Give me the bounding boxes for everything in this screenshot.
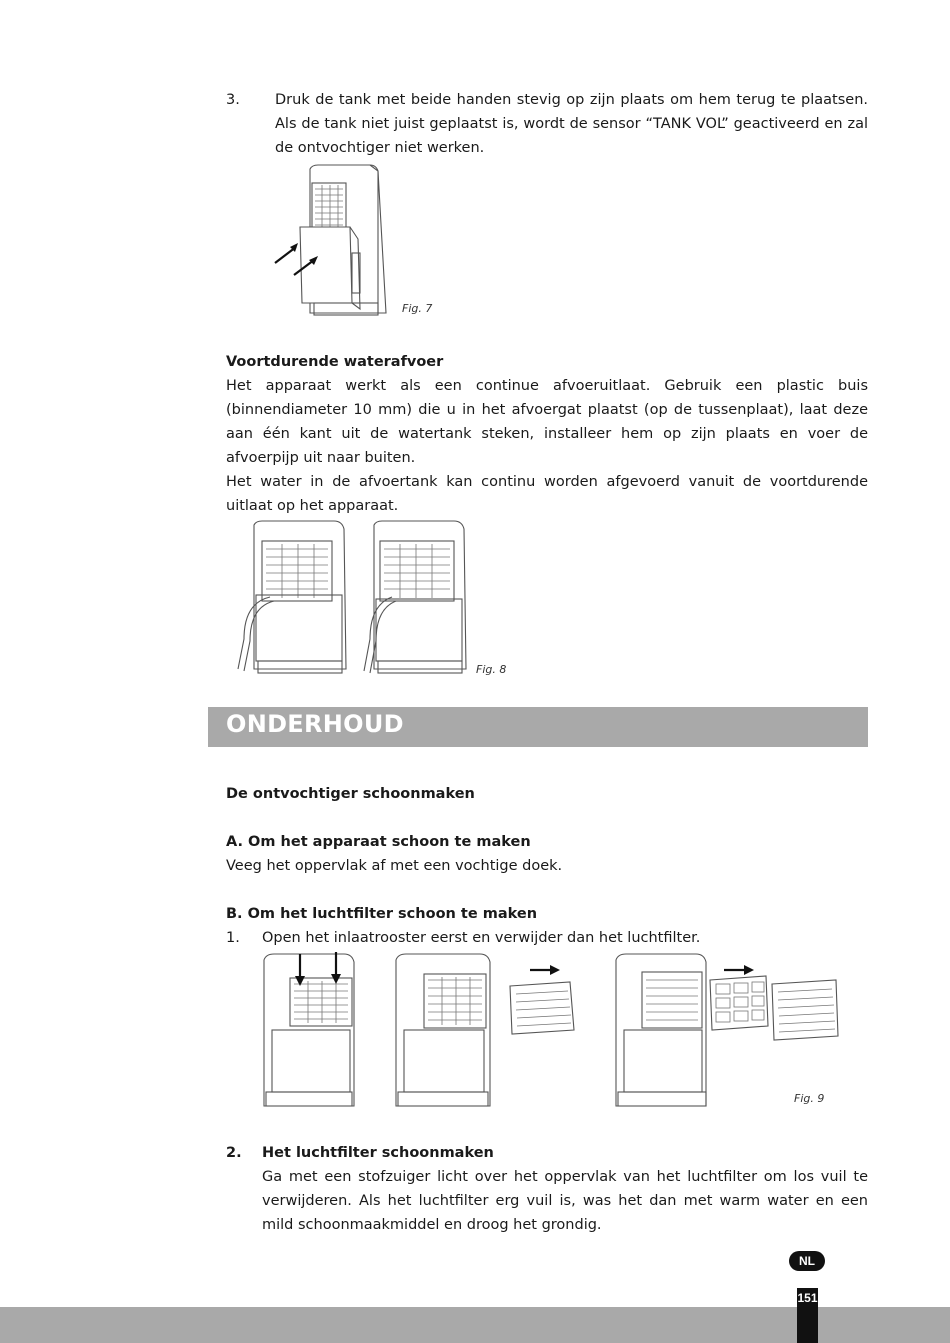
- cleaning-b-step1-text: Open het inlaatrooster eerst en verwijder dan het luchtfilter.: [262, 930, 701, 946]
- continuous-para-1: Het apparaat werkt als een continue afvoeruitlaat. Gebruik een plastic buis (binnendiameter 10 mm) die u in het afvoergat plaatst (op de tussenplaat), laat deze aan één kant uit de watertank steken, installeer hem op zijn plaats en voer de afvoerpijp uit naar buiten.: [226, 378, 868, 466]
- page-number: 151: [797, 1291, 818, 1305]
- fig7-caption: Fig. 7: [402, 302, 433, 315]
- fig9-caption: Fig. 9: [794, 1092, 825, 1105]
- fig8-illustration: [222, 519, 472, 681]
- fig8-caption: Fig. 8: [476, 663, 507, 676]
- page-number-tab: [797, 1288, 818, 1343]
- step-number: 2.: [226, 1145, 242, 1161]
- section-bar: [208, 707, 868, 747]
- step-number: 3.: [226, 92, 240, 108]
- cleaning-a-text: Veeg het oppervlak af met een vochtige doek.: [226, 858, 563, 874]
- continuous-para-2: Het water in de afvoertank kan continu worden afgevoerd vanuit de voortdurende uitlaat op het apparaat.: [226, 474, 868, 514]
- fig7-illustration: [270, 163, 400, 323]
- continuous-heading: Voortdurende waterafvoer: [226, 354, 444, 370]
- step-2-heading: Het luchtfilter schoonmaken: [262, 1145, 494, 1161]
- step-2-text: Ga met een stofzuiger licht over het oppervlak van het luchtfilter om los vuil te verwijderen. Als het luchtfilter erg vuil is, was het dan met warm water en een mild schoonmaakmiddel en droog het grondig.: [262, 1169, 868, 1233]
- language-badge: NL: [789, 1251, 825, 1271]
- cleaning-heading: De ontvochtiger schoonmaken: [226, 786, 475, 802]
- cleaning-b-heading: B. Om het luchtfilter schoon te maken: [226, 906, 538, 922]
- cleaning-a-heading: A. Om het apparaat schoon te maken: [226, 834, 531, 850]
- section-title: ONDERHOUD: [226, 710, 404, 738]
- fig9-illustration: [258, 950, 848, 1112]
- step-number: 1.: [226, 930, 240, 946]
- step-3-text: Druk de tank met beide handen stevig op zijn plaats om hem terug te plaatsen. Als de tank niet juist geplaatst is, wordt de sensor “TANK VOL” geactiveerd en zal de ontvochtiger niet werken.: [275, 92, 868, 156]
